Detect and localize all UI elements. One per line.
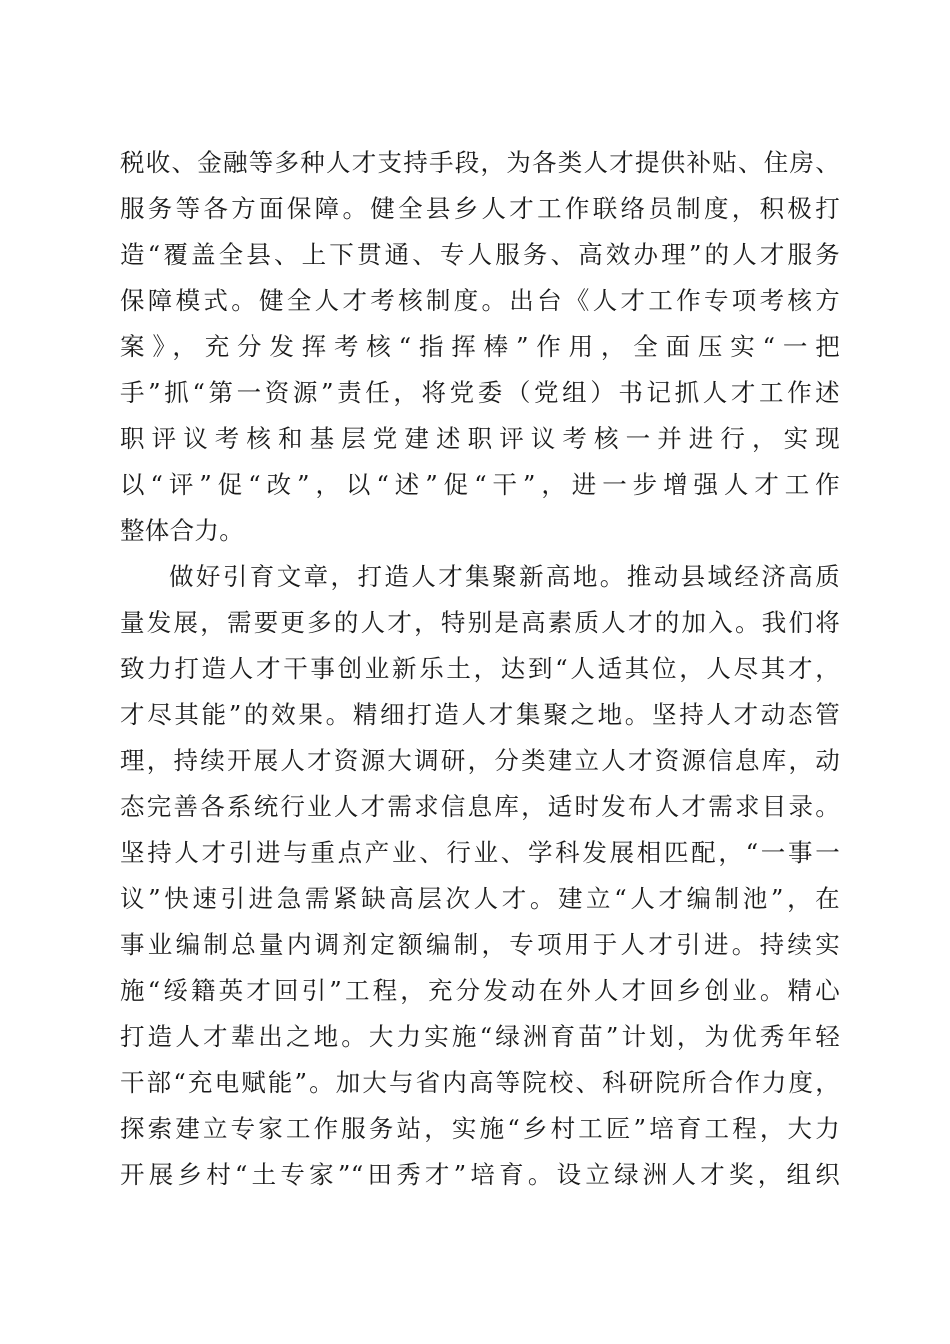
text-line: 施“绥籍英才回引”工程，充分发动在外人才回乡创业。精心 <box>120 976 840 1005</box>
text-line: 保障模式。健全人才考核制度。出台《人才工作专项考核方 <box>120 286 840 315</box>
text-line: 才尽其能”的效果。精细打造人才集聚之地。坚持人才动态管 <box>120 700 840 729</box>
text-line: 致力打造人才干事创业新乐土，达到“人适其位，人尽其才， <box>120 654 840 683</box>
text-line: 理，持续开展人才资源大调研，分类建立人才资源信息库，动 <box>120 746 840 775</box>
text-line: 事业编制总量内调剂定额编制，专项用于人才引进。持续实 <box>120 930 840 959</box>
text-line: 探索建立专家工作服务站，实施“乡村工匠”培育工程，大力 <box>120 1114 840 1143</box>
text-line: 议”快速引进急需紧缺高层次人才。建立“人才编制池”，在 <box>120 884 840 913</box>
text-line: 打造人才辈出之地。大力实施“绿洲育苗”计划，为优秀年轻 <box>120 1022 840 1051</box>
text-line: 整体合力。 <box>120 516 244 545</box>
text-line: 服务等各方面保障。健全县乡人才工作联络员制度，积极打 <box>120 194 840 223</box>
paragraph-talent-cultivation <box>120 554 840 1198</box>
text-line: 态完善各系统行业人才需求信息库，适时发布人才需求目录。 <box>120 792 840 821</box>
text-line: 造“覆盖全县、上下贯通、专人服务、高效办理”的人才服务 <box>120 240 840 269</box>
document-body <box>120 140 840 1198</box>
text-line: 手”抓“第一资源”责任，将党委（党组）书记抓人才工作述 <box>120 378 840 407</box>
text-line: 以“评”促“改”，以“述”促“干”，进一步增强人才工作 <box>120 470 840 499</box>
paragraph-talent-support <box>120 140 840 554</box>
text-line: 量发展，需要更多的人才，特别是高素质人才的加入。我们将 <box>120 608 840 637</box>
text-line: 干部“充电赋能”。加大与省内高等院校、科研院所合作力度， <box>120 1068 840 1097</box>
text-line: 做好引育文章，打造人才集聚新高地。推动县域经济高质 <box>169 562 840 591</box>
text-line: 案》，充分发挥考核“指挥棒”作用，全面压实“一把 <box>120 332 840 361</box>
text-line: 坚持人才引进与重点产业、行业、学科发展相匹配，“一事一 <box>120 838 840 867</box>
text-line: 开展乡村“土专家”“田秀才”培育。设立绿洲人才奖，组织 <box>120 1160 840 1189</box>
text-line: 职评议考核和基层党建述职评议考核一并进行，实现 <box>120 424 840 453</box>
text-line: 税收、金融等多种人才支持手段，为各类人才提供补贴、住房、 <box>120 148 840 177</box>
